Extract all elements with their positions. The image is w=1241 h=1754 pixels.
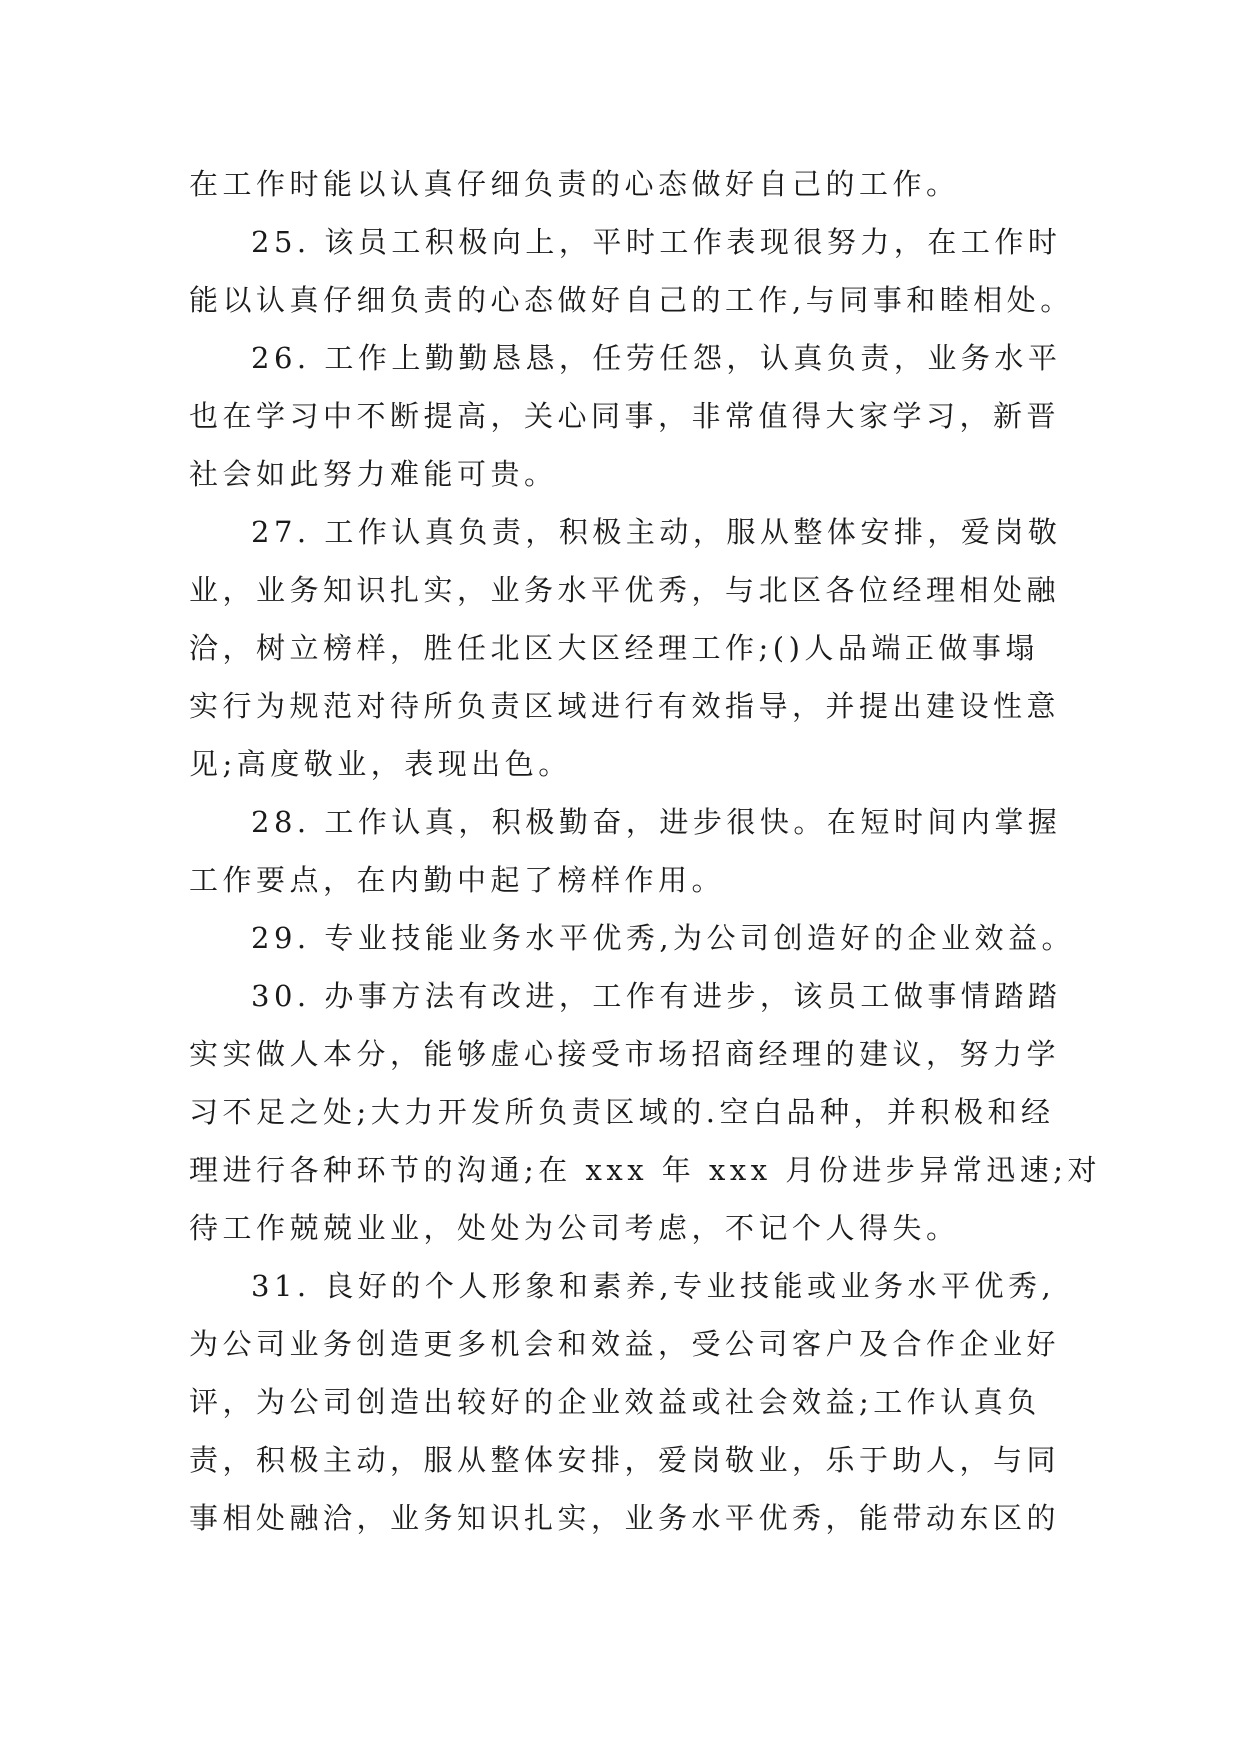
item-29-line-1: 29. 专业技能业务水平优秀,为公司创造好的企业效益。 xyxy=(251,921,1076,955)
item-31-line-1: 31. 良好的个人形象和素养,专业技能或业务水平优秀, xyxy=(251,1269,1056,1303)
text-line: 在工作时能以认真仔细负责的心态做好自己的工作。 xyxy=(189,167,960,201)
text-line: 习不足之处;大力开发所负责区域的.空白品种，并积极和经 xyxy=(189,1095,1055,1129)
item-28-line-1: 28. 工作认真，积极勤奋，进步很快。在短时间内掌握 xyxy=(251,805,1062,839)
text-line: 也在学习中不断提高，关心同事，非常值得大家学习，新晋 xyxy=(189,399,1061,433)
text-line: 实行为规范对待所负责区域进行有效指导，并提出建设性意 xyxy=(189,689,1061,723)
text-line: 责，积极主动，服从整体安排，爱岗敬业，乐于助人，与同 xyxy=(189,1443,1061,1477)
text-line: 业，业务知识扎实，业务水平优秀，与北区各位经理相处融 xyxy=(189,573,1061,607)
text-line: 社会如此努力难能可贵。 xyxy=(189,457,558,491)
item-26-line-1: 26. 工作上勤勤恳恳，任劳任怨，认真负责，业务水平 xyxy=(251,341,1062,375)
text-line: 实实做人本分，能够虚心接受市场招商经理的建议，努力学 xyxy=(189,1037,1061,1071)
text-line: 洽，树立榜样，胜任北区大区经理工作;()人品端正做事塌 xyxy=(189,631,1039,665)
document-body xyxy=(189,155,1102,1547)
text-line: 工作要点，在内勤中起了榜样作用。 xyxy=(189,863,726,897)
text-line: 见;高度敬业，表现出色。 xyxy=(189,747,572,781)
text-line: 评，为公司创造出较好的企业效益或社会效益;工作认真负 xyxy=(189,1385,1041,1419)
text-line: 为公司业务创造更多机会和效益，受公司客户及合作企业好 xyxy=(189,1327,1061,1361)
item-25-line-1: 25. 该员工积极向上，平时工作表现很努力，在工作时 xyxy=(251,225,1062,259)
item-30-line-1: 30. 办事方法有改进，工作有进步，该员工做事情踏踏 xyxy=(251,979,1062,1013)
text-line: 理进行各种环节的沟通;在 xxx 年 xxx 月份进步异常迅速;对 xyxy=(189,1153,1102,1187)
item-27-line-1: 27. 工作认真负责，积极主动，服从整体安排，爱岗敬 xyxy=(251,515,1062,549)
text-line: 待工作兢兢业业，处处为公司考虑，不记个人得失。 xyxy=(189,1211,960,1245)
text-line: 事相处融洽，业务知识扎实，业务水平优秀，能带动东区的 xyxy=(189,1501,1061,1535)
text-line: 能以认真仔细负责的心态做好自己的工作,与同事和睦相处。 xyxy=(189,283,1074,317)
